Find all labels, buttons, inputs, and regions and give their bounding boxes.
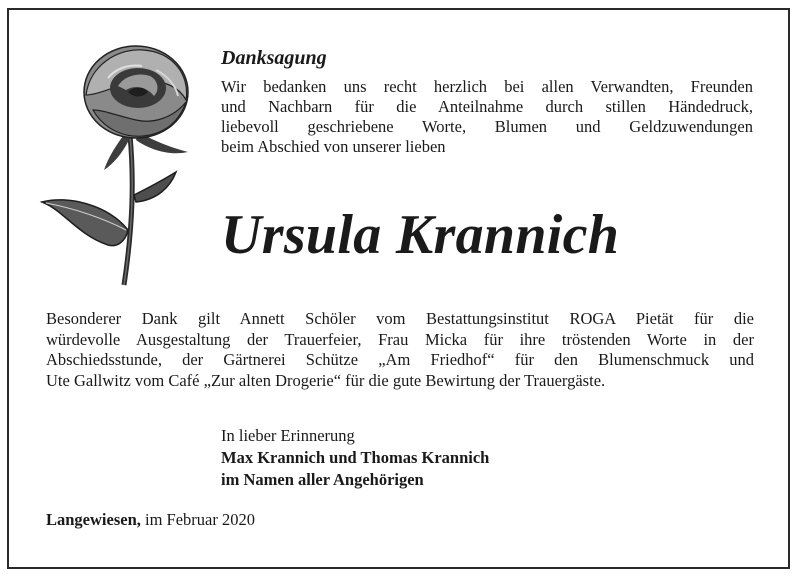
place-date xyxy=(46,510,255,530)
intro-line: Wir bedanken uns recht herzlich bei allen Verwandten, Freunden xyxy=(221,77,753,96)
thanks-text xyxy=(46,309,754,391)
thanks-line: Ute Gallwitz vom Café „Zur alten Drogerie“ für die gute Bewirtung der Trauergäste. xyxy=(46,370,606,390)
intro-line: liebevoll geschriebene Worte, Blumen und Geldzuwendungen xyxy=(221,117,753,136)
memory-line: In lieber Erinnerung xyxy=(221,426,355,445)
thanks-line: würdevolle Ausgestaltung der Trauerfeier, Frau Micka für ihre tröstenden Worte in der xyxy=(46,329,754,349)
place-name: Langewiesen, xyxy=(46,510,141,529)
thanks-line: Abschiedsstunde, der Gärtnerei Schütze „Am Friedhof“ für den Blumenschmuck und xyxy=(46,350,754,369)
intro-text xyxy=(221,77,753,157)
family-line: im Namen aller Angehörigen xyxy=(221,470,424,489)
deceased-name: Ursula Krannich xyxy=(221,204,620,266)
rose-icon xyxy=(38,40,198,290)
thanks-line: Besonderer Dank gilt Annett Schöler vom Bestattungsinstitut ROGA Pietät für die xyxy=(46,309,754,328)
intro-line: und Nachbarn für die Anteilnahme durch stillen Händedruck, xyxy=(221,97,753,116)
intro-line: beim Abschied von unserer lieben xyxy=(221,137,446,156)
signature-block xyxy=(221,425,489,491)
date-text: im Februar 2020 xyxy=(145,510,255,529)
heading-danksagung: Danksagung xyxy=(221,47,327,69)
signers-line: Max Krannich und Thomas Krannich xyxy=(221,448,490,467)
